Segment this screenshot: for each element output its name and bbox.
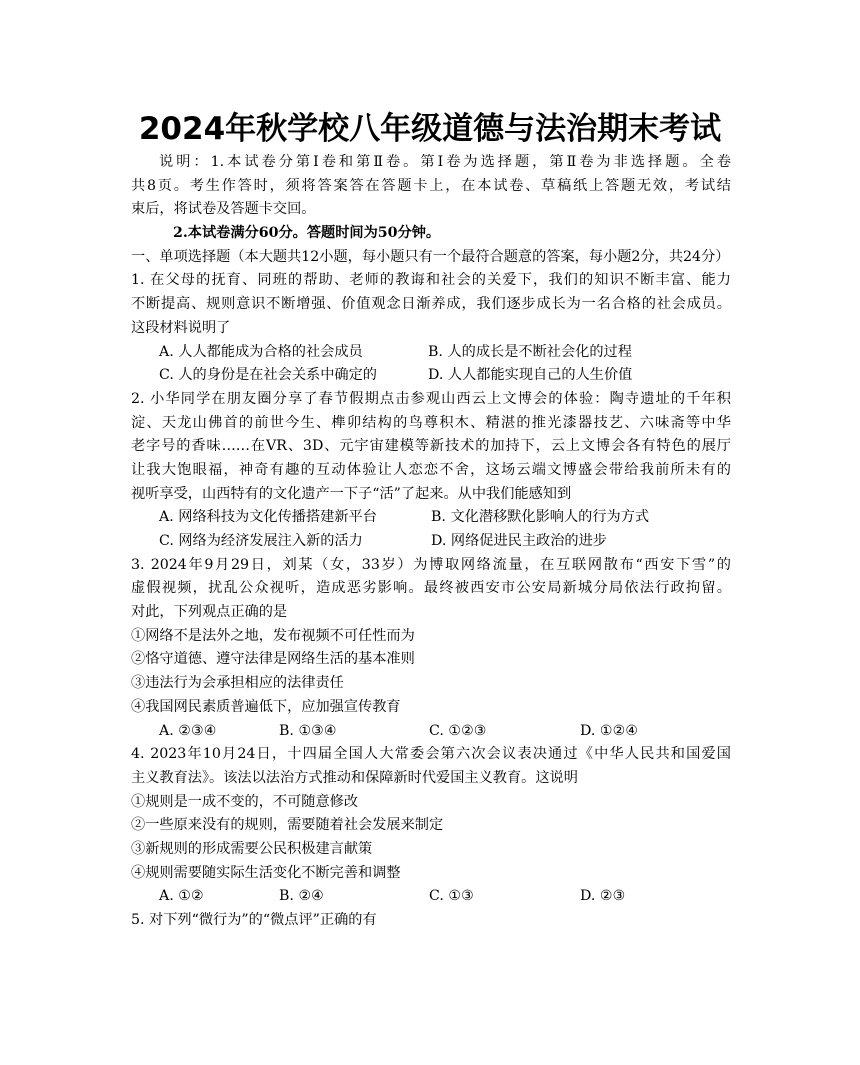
statement: ③违法行为会承担相应的法律责任 (131, 675, 344, 692)
statement: ①网络不是法外之地，发布视频不可任性而为 (131, 627, 415, 644)
option-d: D. ①②④ (580, 722, 639, 739)
option-b: B. ①③④ (279, 722, 337, 739)
option-row (131, 885, 731, 909)
question-text: 4. 2023年10月24日，十四届全国人大常委会第六次会议表决通过《中华人民共和国爱国 (131, 746, 731, 763)
instructions-line: 说明：1.本试卷分第Ⅰ卷和第Ⅱ卷。第Ⅰ卷为选择题，第Ⅱ卷为非选择题。全卷 (159, 154, 731, 170)
question-text: 1. 在父母的抚育、同班的帮助、老师的教诲和社会的关爱下，我们的知识不断丰富、能力 (131, 272, 731, 289)
question-text: 这段材料说明了 (131, 319, 231, 336)
statement: ②一些原来没有的规则，需要随着社会发展来制定 (131, 817, 444, 834)
question-text: 对此，下列观点正确的是 (131, 604, 288, 621)
option-d: D. 人人都能实现自己的人生价值 (428, 367, 633, 384)
question-text: 不断提高、规则意识不断增强、价值观念日渐养成，我们逐步成长为一名合格的社会成员。 (131, 296, 731, 313)
question-text: 淀、天龙山佛首的前世今生、榫卯结构的鸟尊积木、精湛的推光漆器技艺、六味斋等中华 (131, 414, 731, 431)
instructions-line: 共8页。考生作答时，须将答案答在答题卡上，在本试卷、草稿纸上答题无效，考试结 (131, 177, 731, 194)
option-c: C. ①③ (429, 888, 474, 905)
option-row (131, 506, 731, 530)
statement: ①规则是一成不变的，不可随意修改 (131, 793, 359, 810)
option-b: B. 文化潜移默化影响人的行为方式 (431, 509, 650, 526)
question-text: 虚假视频，扰乱公众视听，造成恶劣影响。最终被西安市公安局新城分局依法行政拘留。 (131, 580, 731, 597)
option-d: D. ②③ (580, 888, 626, 905)
statement: ③新规则的形成需要公民积极建言献策 (131, 840, 373, 857)
question-text: 老字号的香味……在VR、3D、元宇宙建模等新技术的加持下，云上文博会各有特色的展厅 (131, 438, 731, 455)
exam-body (131, 151, 731, 933)
option-row (131, 364, 731, 388)
option-b: B. ②④ (279, 888, 324, 905)
option-a: A. ①② (159, 888, 204, 905)
option-c: C. 网络为经济发展注入新的活力 (159, 533, 363, 549)
question-text: 5. 对下列“微行为”的“微点评”正确的有 (131, 912, 377, 928)
instructions-line: 束后，将试卷及答题卡交回。 (131, 201, 316, 218)
statement: ④我国网民素质普遍低下，应加强宣传教育 (131, 698, 401, 715)
option-d: D. 网络促进民主政治的进步 (431, 533, 607, 549)
option-c: C. ①②③ (429, 722, 487, 739)
option-row (131, 720, 731, 744)
question-text: 视听享受，山西特有的文化遗产一下子“活”了起来。从中我们能感知到 (131, 485, 572, 502)
section-heading: 一、单项选择题（本大题共12小题，每小题只有一个最符合题意的答案，每小题2分，共24分） (131, 248, 730, 265)
option-a: A. 人人都能成为合格的社会成员 (159, 343, 363, 360)
option-row (131, 530, 731, 554)
option-a: A. 网络科技为文化传播搭建新平台 (159, 509, 377, 526)
question-text: 让我大饱眼福，神奇有趣的互动体验让人恋恋不舍，这场云端文博盛会带给我前所未有的 (131, 461, 731, 478)
option-c: C. 人的身份是在社会关系中确定的 (159, 367, 377, 384)
statement: ②恪守道德、遵守法律是网络生活的基本准则 (131, 651, 415, 668)
question-text: 主义教育法》。该法以法治方式推动和保障新时代爱国主义教育。这说明 (131, 769, 578, 786)
exam-title: 2024年秋学校八年级道德与法治期末考试 (138, 111, 722, 147)
question-text: 2. 小华同学在朋友圈分享了春节假期点击参观山西云上文博会的体验：陶寺遗址的千年积 (131, 390, 731, 407)
option-a: A. ②③④ (159, 722, 217, 739)
instructions-line: 2.本试卷满分60分。答题时间为50分钟。 (173, 225, 441, 242)
question-text: 3. 2024年9月29日，刘某（女，33岁）为博取网络流量，在互联网散布“西安下雪”的 (131, 556, 731, 573)
option-row (131, 341, 731, 365)
statement: ④规则需要随实际生活变化不断完善和调整 (131, 864, 401, 881)
option-b: B. 人的成长是不断社会化的过程 (428, 343, 632, 360)
